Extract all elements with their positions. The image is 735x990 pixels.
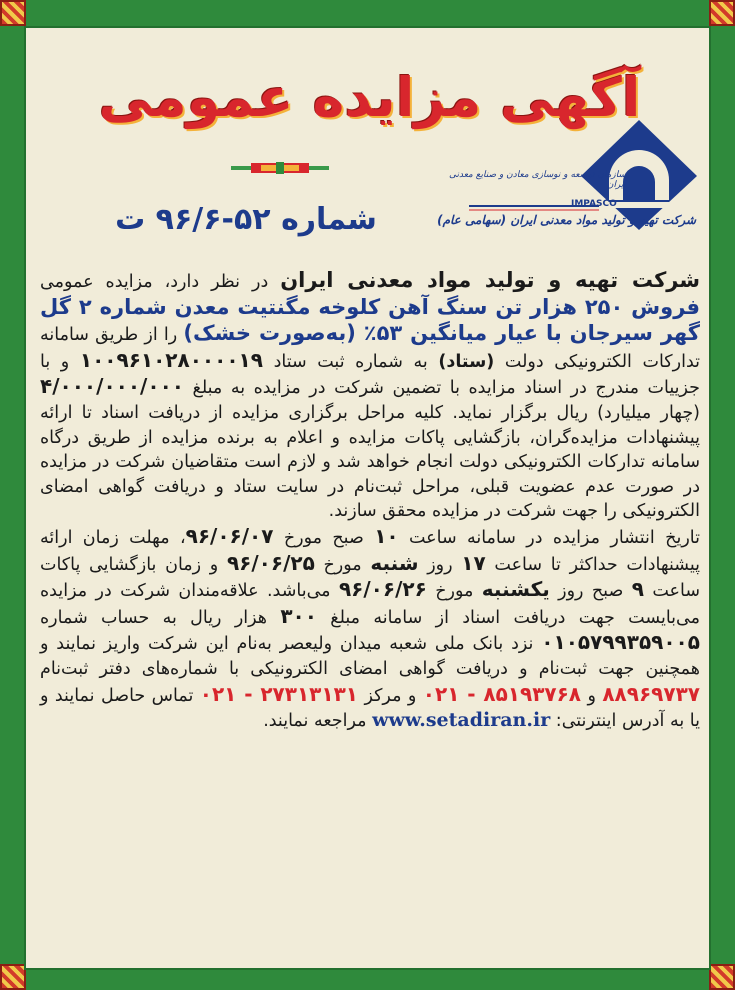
logo-org-line: سازمان توسعه و نوسازی معادن و صنایع معدنی ایران [448, 170, 626, 190]
auction-subject: فروش ۲۵۰ هزار تن سنگ آهن کلوخه مگنتیت معدن شماره ۲ گل گهر سیرجان با عیار میانگین ۵۳٪ (به‌صورت خشک) [40, 294, 701, 346]
account-number: ۰۱۰۵۷۹۹۳۵۹۰۰۵ [541, 630, 700, 655]
deadline-date: ۹۶/۰۶/۲۵ [226, 550, 315, 575]
text-segment: و مرکز [364, 685, 417, 706]
opening-date: ۹۶/۰۶/۲۶ [338, 577, 427, 602]
phone-center: ۲۷۳۱۳۱۳۱ - ۰۲۱ [199, 681, 358, 706]
publish-date: ۹۶/۰۶/۰۷ [185, 523, 274, 548]
text-segment: و زمان بازگشایی پاکات ساعت [40, 554, 700, 602]
text-segment: تاریخ انتشار مزایده در سامانه ساعت [408, 527, 700, 548]
text-segment: روز [427, 554, 453, 575]
opening-hour: ۹ [631, 577, 644, 602]
text-segment: را از طریق سامانه تدارکات الکترونیکی دولت [40, 325, 700, 372]
logo-company-line: شرکت تهیه و تولید مواد معدنی ایران (سهامی عام) [437, 213, 696, 227]
text-segment: به شماره ثبت ستاد [273, 351, 428, 372]
text-segment: صبح مورخ [283, 527, 364, 548]
text-segment: و [587, 685, 596, 706]
corner-ornament-top-left [0, 0, 26, 26]
phone-registration-2: ۸۵۱۹۳۷۶۸ - ۰۲۱ [422, 681, 582, 706]
text-segment: مورخ [323, 554, 362, 575]
logo-abbr: IMPASCO [571, 199, 617, 209]
document-fee: ۳۰۰ [280, 603, 317, 628]
publish-hour: ۱۰ [374, 523, 399, 548]
paragraph-schedule [40, 524, 700, 734]
deadline-day: شنبه [370, 550, 419, 575]
text-segment: و با جزییات مندرج در اسناد مزایده با تضمین شرکت در مزایده به مبلغ [40, 351, 700, 399]
notice-number: شماره ۵۲-۹۶/۶ ت [115, 202, 377, 237]
text-segment: تماس حاصل نمایند و یا به آدرس اینترنتی: [40, 685, 700, 732]
guarantee-amount: ۴/۰۰۰/۰۰۰/۰۰۰ [40, 374, 184, 399]
phone-registration-1: ۸۸۹۶۹۷۳۷ [602, 681, 700, 706]
notice-body [40, 268, 700, 734]
deadline-hour: ۱۷ [461, 550, 486, 575]
text-segment: در نظر دارد، مزایده عمومی [40, 272, 269, 292]
website-link[interactable]: www.setadiran.ir [372, 709, 551, 732]
text-segment: ، مهلت زمان ارائه پیشنهادات حداکثر تا ساعت [40, 527, 700, 575]
paragraph-intro [40, 268, 700, 524]
corner-ornament-top-right [709, 0, 735, 26]
text-segment: هزار ریال به حساب شماره [40, 607, 268, 628]
text-segment: صبح روز [558, 581, 624, 602]
setad-label: (ستاد) [438, 351, 495, 372]
notice-paper [24, 26, 711, 970]
company-name: شرکت تهیه و تولید مواد معدنی ایران [280, 268, 700, 292]
text-segment: نزد بانک ملی شعبه میدان ولیعصر به‌نام این شرکت واریز نمایند و همچنین جهت ثبت‌نام و دریافت گواهی امضای الکترونیکی با شماره‌های دفتر ثبت‌نام [40, 634, 700, 679]
corner-ornament-bottom-right [709, 964, 735, 990]
corner-ornament-bottom-left [0, 964, 26, 990]
opening-day: یکشنبه [481, 577, 550, 602]
text-segment: مورخ [435, 581, 474, 602]
notice-title: آگهی مزایده عمومی [98, 66, 641, 129]
text-segment: (چهار میلیارد) ریال برگزار نماید. کلیه مراحل برگزاری مزایده از دریافت اسناد تا ارائه پیشنهادات مزایده‌گران، بازگشایی پاکات مزایده و اعلام به برنده مزایده از طریق درگاه سامانه تدارکات الکترونیکی دولت انجام خواهد شد و لازم است متقاضیان شرکت در مزایده در صورت عدم عضویت قبلی، مراحل ثبت‌نام در سایت ستاد و دریافت گواهی امضای الکترونیکی را جهت شرکت در مزایده محقق سازند. [40, 402, 700, 522]
divider-ornament-icon [231, 161, 329, 175]
text-segment: مراجعه نمایند. [263, 711, 367, 732]
text-segment: می‌باشد. علاقه‌مندان شرکت در مزایده می‌بایست جهت دریافت اسناد از سامانه مبلغ [40, 581, 700, 628]
setad-number: ۱۰۰۹۶۱۰۲۸۰۰۰۰۱۹ [79, 347, 263, 372]
